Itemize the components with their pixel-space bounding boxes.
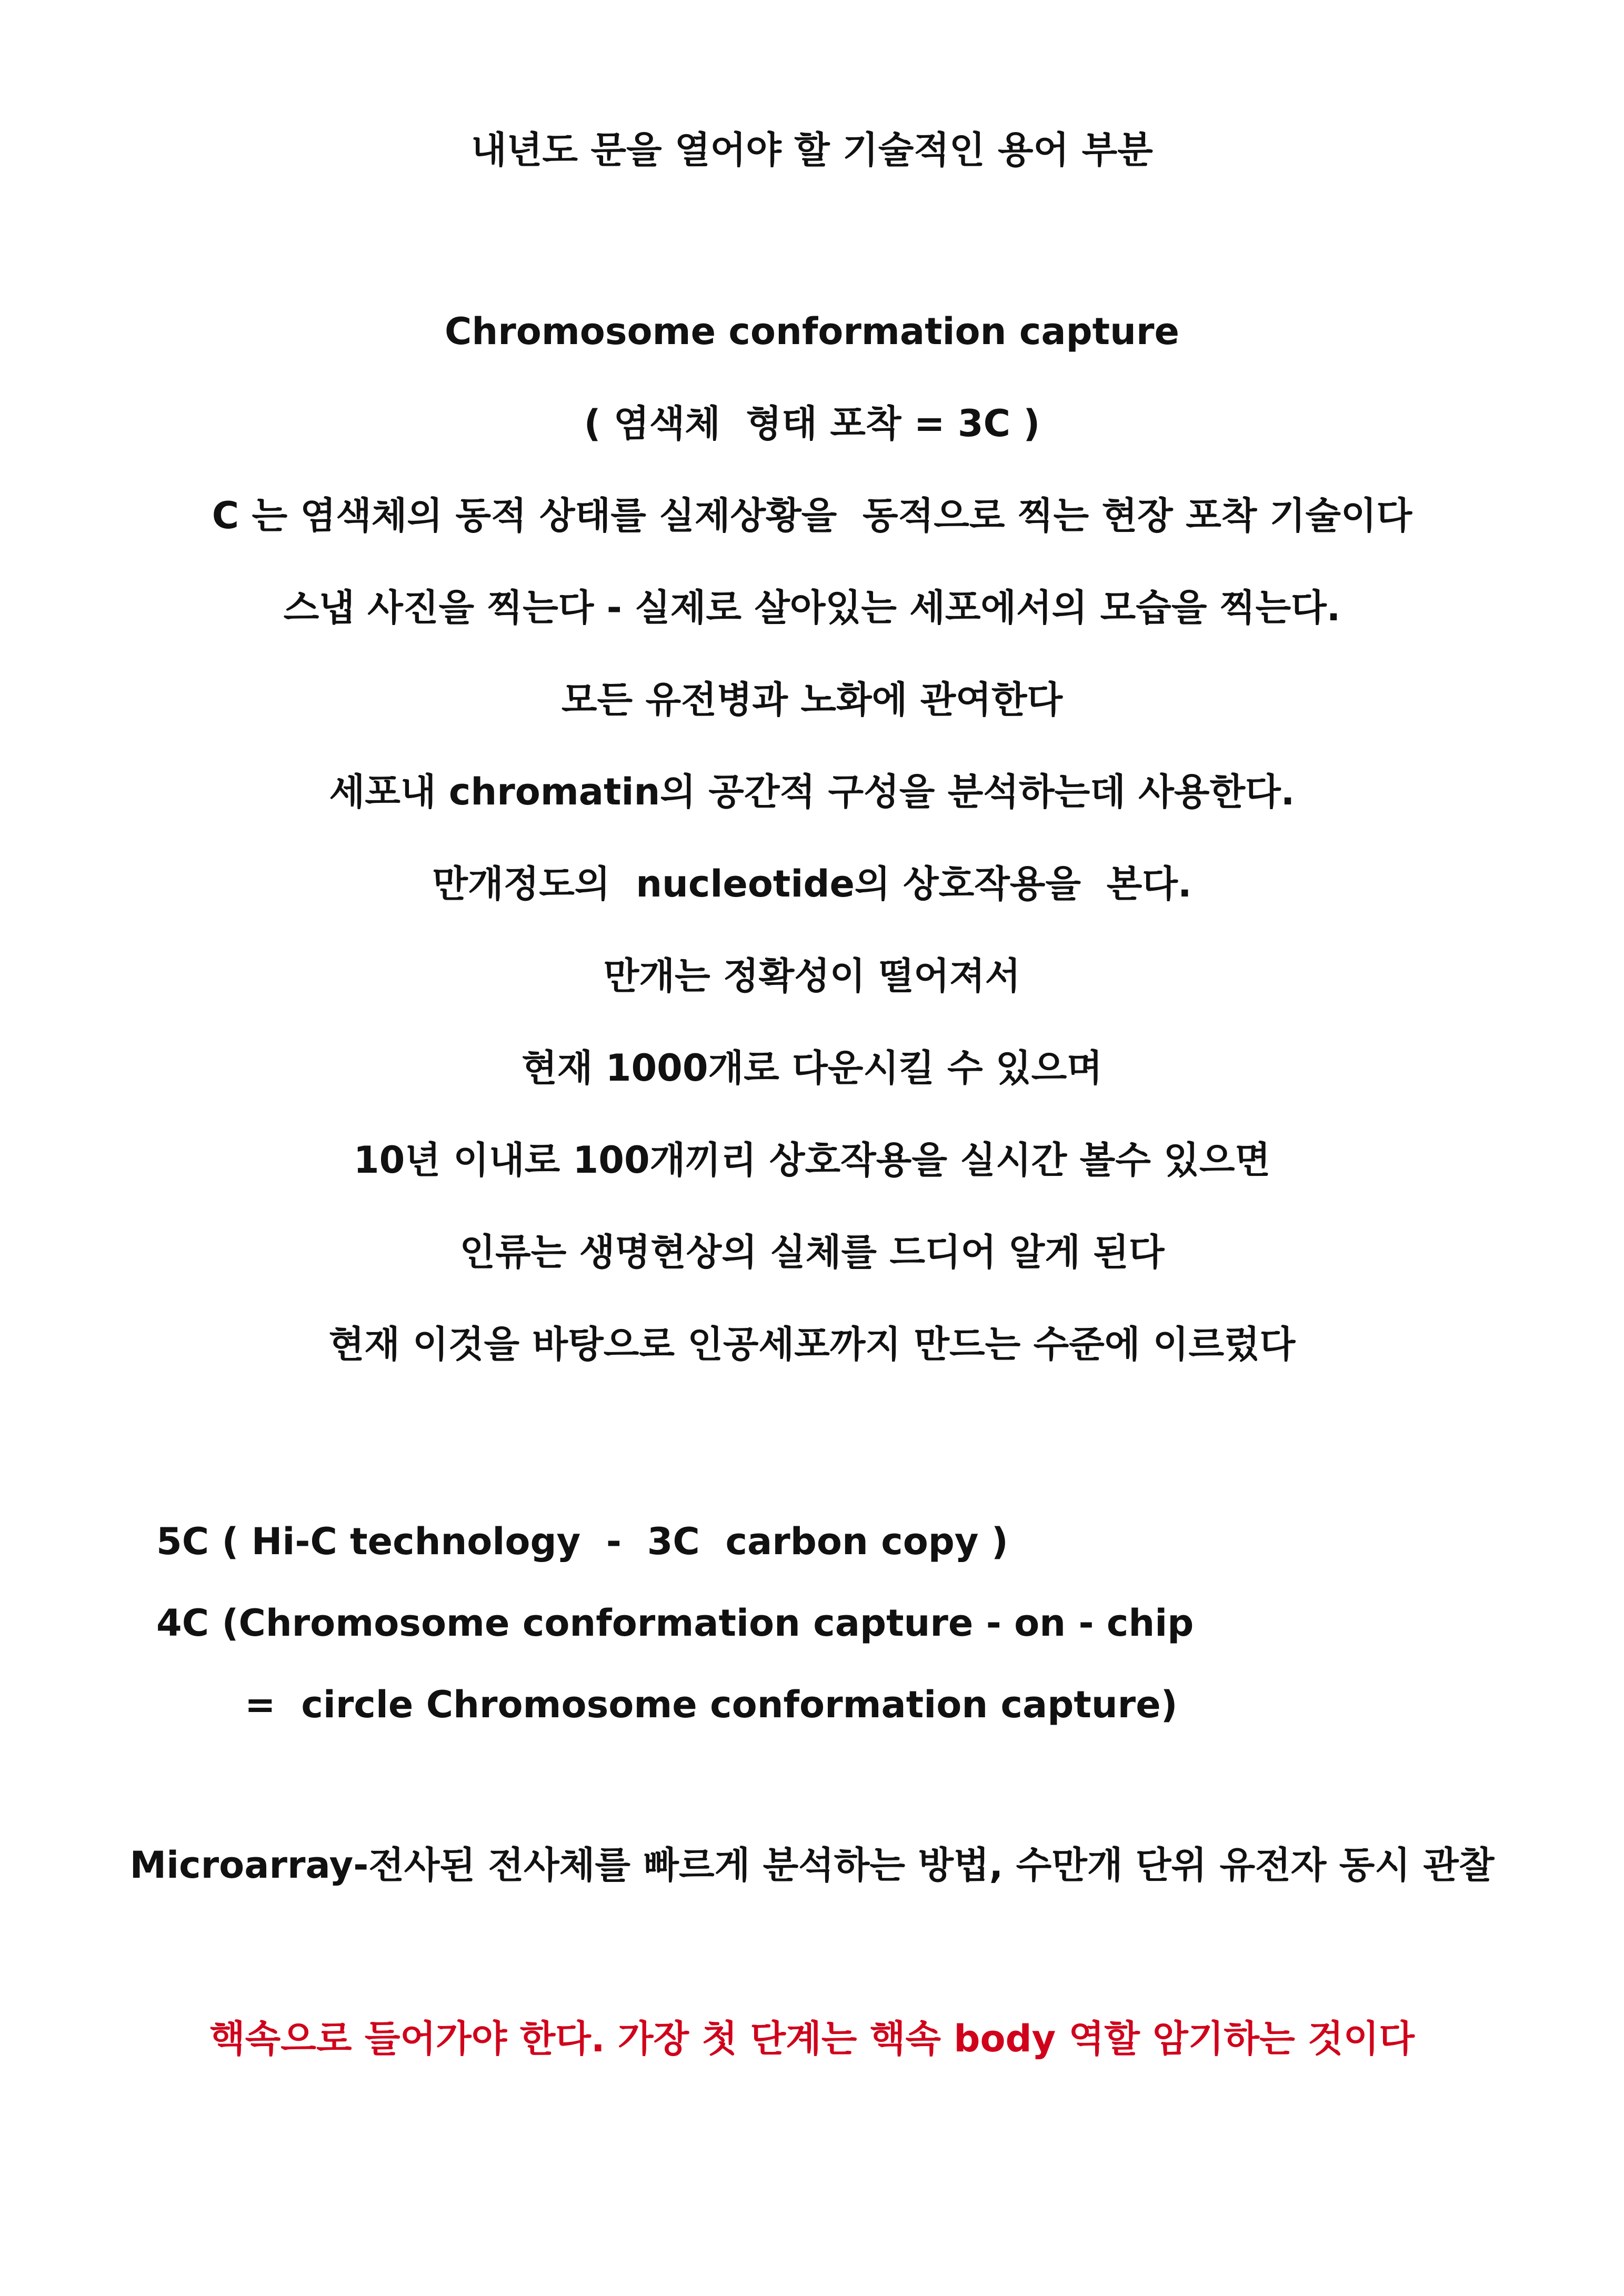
body-line: 만개정도의 nucleotide의 상호작용을 본다. (432, 862, 1192, 905)
body-line: 모든 유전병과 노화에 관여한다 (561, 678, 1063, 721)
body-line: 스냅 사진을 찍는다 - 실제로 살아있는 세포에서의 모습을 찍는다. (283, 586, 1341, 629)
body-line: 현재 이것을 바탕으로 인공세포까지 만드는 수준에 이르렀다 (328, 1323, 1296, 1366)
line-4c: 4C (Chromosome conformation capture - on - chip (156, 1602, 1194, 1645)
microarray-line: Microarray-전사된 전사체를 빠르게 분석하는 방법, 수만개 단위 유전자 동시 관찰 (129, 1844, 1495, 1887)
document-title: 내년도 문을 열어야 할 기술적인 용어 부분 (471, 128, 1153, 172)
body-line: 세포내 chromatin의 공간적 구성을 분석하는데 사용한다. (329, 770, 1295, 813)
highlight-line: 핵속으로 들어가야 한다. 가장 첫 단계는 핵속 body 역할 암기하는 것이다 (209, 2017, 1415, 2060)
body-line: 10년 이내로 100개끼리 상호작용을 실시간 볼수 있으면 (353, 1139, 1271, 1182)
line-5c: 5C ( Hi-C technology - 3C carbon copy ) (156, 1520, 1008, 1563)
section-heading: Chromosome conformation capture (445, 310, 1179, 353)
section-subheading: ( 염색체 형태 포착 = 3C ) (584, 402, 1040, 445)
body-line: C 는 염색체의 동적 상태를 실제상황을 동적으로 찍는 현장 포착 기술이다 (212, 494, 1412, 537)
line-4c-continued: = circle Chromosome conformation capture) (245, 1683, 1178, 1726)
body-line: 인류는 생명현상의 실체를 드디어 알게 된다 (459, 1231, 1165, 1274)
body-line: 현재 1000개로 다운시킬 수 있으며 (522, 1046, 1102, 1090)
body-line: 만개는 정확성이 떨어져서 (603, 954, 1021, 998)
